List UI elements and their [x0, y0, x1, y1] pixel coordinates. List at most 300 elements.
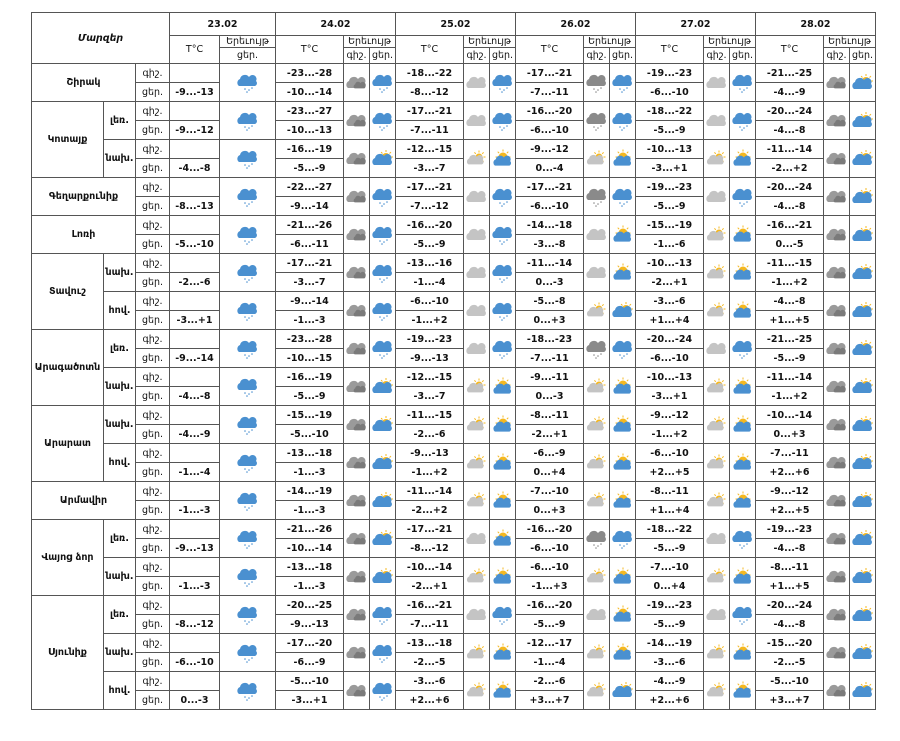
temperature-value	[170, 558, 220, 577]
night-weather-icon	[584, 140, 610, 178]
temperature-value: -19...-23	[636, 64, 704, 83]
temperature-value: -9...-12	[636, 406, 704, 425]
day-weather-icon	[730, 178, 756, 216]
day-label: ցեր.	[610, 48, 636, 64]
weather-icon	[220, 216, 276, 254]
day-weather-icon	[850, 406, 876, 444]
temperature-value: -19...-23	[636, 596, 704, 615]
temperature-value: -14...-19	[276, 482, 344, 501]
night-weather-icon	[344, 254, 370, 292]
region-name: Շիրակ	[32, 64, 136, 102]
temperature-value: -11...-14	[756, 368, 824, 387]
time-of-day: ցեր.	[136, 197, 170, 216]
night-weather-icon	[704, 444, 730, 482]
temperature-value: -10...-14	[756, 406, 824, 425]
temperature-value: +2...+5	[636, 463, 704, 482]
night-weather-icon	[464, 216, 490, 254]
temperature-value: -17...-20	[276, 634, 344, 653]
temperature-value: +1...+5	[756, 311, 824, 330]
day-weather-icon	[850, 444, 876, 482]
night-weather-icon	[464, 406, 490, 444]
temperature-value: -5...-10	[170, 235, 220, 254]
temperature-value: -1...-4	[170, 463, 220, 482]
table-row	[32, 216, 876, 235]
night-weather-icon	[584, 216, 610, 254]
table-row	[32, 444, 876, 463]
night-label: գիշ.	[704, 48, 730, 64]
day-label: ցեր.	[220, 48, 276, 64]
temperature-value: -12...-15	[396, 368, 464, 387]
temperature-value: -9...-13	[396, 444, 464, 463]
temperature-value: -13...-16	[396, 254, 464, 273]
night-weather-icon	[464, 558, 490, 596]
zone-name: նախ.	[104, 558, 136, 596]
temperature-value: -16...-20	[516, 102, 584, 121]
temperature-value: -7...-10	[636, 558, 704, 577]
night-weather-icon	[824, 330, 850, 368]
day-weather-icon	[730, 406, 756, 444]
region-name: Արարատ	[32, 406, 104, 482]
day-weather-icon	[490, 102, 516, 140]
night-weather-icon	[824, 368, 850, 406]
temperature-value: -9...-11	[516, 368, 584, 387]
temperature-value: -16...-19	[276, 140, 344, 159]
zone-name: նախ.	[104, 406, 136, 444]
day-weather-icon	[730, 368, 756, 406]
night-weather-icon	[344, 178, 370, 216]
temperature-value: +1...+4	[636, 501, 704, 520]
day-weather-icon	[490, 482, 516, 520]
night-weather-icon	[824, 216, 850, 254]
temperature-value: -3...+1	[170, 311, 220, 330]
day-weather-icon	[730, 330, 756, 368]
temperature-value: -11...-14	[516, 254, 584, 273]
night-weather-icon	[584, 482, 610, 520]
day-weather-icon	[850, 482, 876, 520]
weather-label: Երեւույթ	[464, 36, 516, 48]
night-weather-icon	[704, 368, 730, 406]
temperature-value: -18...-23	[516, 330, 584, 349]
temperature-value: -1...-6	[636, 235, 704, 254]
temperature-value: -16...-20	[516, 596, 584, 615]
temperature-value: -12...-15	[396, 140, 464, 159]
weather-icon	[220, 140, 276, 178]
zone-name: նախ.	[104, 368, 136, 406]
temperature-value: -7...-11	[396, 615, 464, 634]
night-weather-icon	[824, 672, 850, 710]
temperature-value	[170, 140, 220, 159]
temperature-value: -21...-26	[276, 520, 344, 539]
time-of-day: ցեր.	[136, 349, 170, 368]
time-of-day: ցեր.	[136, 691, 170, 710]
temperature-value: 0...-3	[170, 691, 220, 710]
day-label: ցեր.	[850, 48, 876, 64]
temperature-value: -6...-10	[516, 539, 584, 558]
day-weather-icon	[850, 102, 876, 140]
night-weather-icon	[464, 444, 490, 482]
day-weather-icon	[490, 444, 516, 482]
temperature-value: -9...-12	[170, 121, 220, 140]
temperature-value: -4...-8	[756, 121, 824, 140]
night-label: գիշ.	[464, 48, 490, 64]
day-weather-icon	[610, 596, 636, 634]
temperature-value: -4...-8	[756, 539, 824, 558]
temperature-value: -14...-18	[516, 216, 584, 235]
night-weather-icon	[464, 596, 490, 634]
night-weather-icon	[824, 102, 850, 140]
temperature-value: -9...-12	[756, 482, 824, 501]
day-weather-icon	[370, 558, 396, 596]
temperature-value: -15...-19	[636, 216, 704, 235]
temperature-value: -5...-9	[396, 235, 464, 254]
time-of-day: գիշ.	[136, 596, 170, 615]
temperature-value: -13...-18	[276, 444, 344, 463]
temperature-value: -9...-13	[276, 615, 344, 634]
temperature-value: -5...-10	[756, 672, 824, 691]
temperature-value: -2...+1	[516, 425, 584, 444]
temperature-value: -5...-8	[516, 292, 584, 311]
time-of-day: ցեր.	[136, 539, 170, 558]
night-weather-icon	[344, 596, 370, 634]
temperature-value: -3...+1	[276, 691, 344, 710]
day-weather-icon	[850, 596, 876, 634]
temperature-value: -6...-10	[516, 121, 584, 140]
night-label: գիշ.	[584, 48, 610, 64]
table-row	[32, 634, 876, 653]
zone-name: հով.	[104, 292, 136, 330]
night-weather-icon	[704, 520, 730, 558]
day-weather-icon	[370, 672, 396, 710]
day-weather-icon	[610, 482, 636, 520]
day-weather-icon	[490, 216, 516, 254]
temperature-value: -3...-6	[396, 672, 464, 691]
temperature-value: -13...-18	[276, 558, 344, 577]
temperature-value: -8...-11	[516, 406, 584, 425]
day-weather-icon	[850, 634, 876, 672]
day-weather-icon	[370, 178, 396, 216]
night-weather-icon	[464, 178, 490, 216]
night-weather-icon	[344, 558, 370, 596]
temperature-value: -6...-10	[170, 653, 220, 672]
night-weather-icon	[464, 482, 490, 520]
night-weather-icon	[584, 292, 610, 330]
temperature-value: -10...-13	[636, 140, 704, 159]
temperature-value: -5...-9	[756, 349, 824, 368]
day-weather-icon	[730, 292, 756, 330]
weather-icon	[220, 406, 276, 444]
night-weather-icon	[704, 64, 730, 102]
temperature-value: -23...-28	[276, 330, 344, 349]
night-weather-icon	[584, 672, 610, 710]
temperature-value: -9...-14	[170, 349, 220, 368]
temperature-value: 0...-3	[516, 387, 584, 406]
weather-icon	[220, 482, 276, 520]
temperature-label: T°C	[396, 36, 464, 64]
day-weather-icon	[490, 672, 516, 710]
day-weather-icon	[610, 406, 636, 444]
temperature-value: -16...-20	[396, 216, 464, 235]
day-weather-icon	[610, 672, 636, 710]
temperature-value: -20...-24	[756, 596, 824, 615]
day-weather-icon	[490, 406, 516, 444]
weather-icon	[220, 520, 276, 558]
time-of-day: ցեր.	[136, 235, 170, 254]
temperature-value	[170, 368, 220, 387]
day-weather-icon	[730, 64, 756, 102]
day-weather-icon	[850, 292, 876, 330]
day-weather-icon	[490, 634, 516, 672]
night-weather-icon	[584, 368, 610, 406]
night-weather-icon	[344, 292, 370, 330]
time-of-day: ցեր.	[136, 83, 170, 102]
temperature-value: -20...-24	[756, 178, 824, 197]
night-weather-icon	[464, 634, 490, 672]
temperature-value: -1...+2	[636, 425, 704, 444]
night-weather-icon	[824, 444, 850, 482]
night-weather-icon	[464, 254, 490, 292]
night-weather-icon	[824, 292, 850, 330]
temperature-value: -1...+2	[396, 311, 464, 330]
zone-name: լեռ.	[104, 102, 136, 140]
temperature-value: -5...-9	[516, 615, 584, 634]
temperature-value: -2...-6	[516, 672, 584, 691]
temperature-value: -9...-13	[170, 539, 220, 558]
temperature-value: -8...-13	[170, 197, 220, 216]
zone-name: հով.	[104, 672, 136, 710]
temperature-value: +1...+4	[636, 311, 704, 330]
day-weather-icon	[490, 292, 516, 330]
temperature-value: -15...-19	[276, 406, 344, 425]
temperature-value	[170, 330, 220, 349]
day-weather-icon	[850, 64, 876, 102]
temperature-value: -9...-12	[516, 140, 584, 159]
temperature-value: -18...-22	[396, 64, 464, 83]
temperature-value: 0...-5	[756, 235, 824, 254]
day-weather-icon	[370, 64, 396, 102]
temperature-label: T°C	[636, 36, 704, 64]
temperature-value: -6...-11	[276, 235, 344, 254]
night-weather-icon	[704, 102, 730, 140]
temperature-value	[170, 406, 220, 425]
weather-label: Երեւույթ	[344, 36, 396, 48]
night-weather-icon	[584, 406, 610, 444]
zone-name: նախ.	[104, 254, 136, 292]
temperature-value: +3...+7	[756, 691, 824, 710]
night-label: գիշ.	[824, 48, 850, 64]
time-of-day: գիշ.	[136, 254, 170, 273]
temperature-value: -1...+3	[516, 577, 584, 596]
night-weather-icon	[584, 102, 610, 140]
night-weather-icon	[704, 634, 730, 672]
night-weather-icon	[344, 634, 370, 672]
table-title: Մարզեր	[32, 13, 170, 64]
temperature-value	[170, 254, 220, 273]
time-of-day: գիշ.	[136, 406, 170, 425]
temperature-value: -3...-7	[396, 387, 464, 406]
day-weather-icon	[370, 292, 396, 330]
night-weather-icon	[464, 102, 490, 140]
time-of-day: գիշ.	[136, 292, 170, 311]
temperature-value	[170, 292, 220, 311]
day-weather-icon	[370, 254, 396, 292]
time-of-day: ցեր.	[136, 615, 170, 634]
zone-name: նախ.	[104, 140, 136, 178]
temperature-value: 0...+4	[516, 463, 584, 482]
table-row	[32, 482, 876, 501]
night-label: գիշ.	[344, 48, 370, 64]
temperature-value: -1...-4	[516, 653, 584, 672]
temperature-value: -9...-14	[276, 292, 344, 311]
date-header: 25.02	[396, 13, 516, 36]
night-weather-icon	[584, 64, 610, 102]
table-row	[32, 64, 876, 83]
temperature-value: -1...-3	[170, 577, 220, 596]
day-weather-icon	[610, 216, 636, 254]
time-of-day: գիշ.	[136, 482, 170, 501]
weather-label: Երեւույթ	[584, 36, 636, 48]
temperature-value: -10...-14	[276, 83, 344, 102]
temperature-value	[170, 672, 220, 691]
weather-icon	[220, 178, 276, 216]
temperature-value	[170, 64, 220, 83]
temperature-value: -19...-23	[756, 520, 824, 539]
time-of-day: գիշ.	[136, 216, 170, 235]
temperature-value: -17...-21	[516, 178, 584, 197]
temperature-value: -16...-19	[276, 368, 344, 387]
night-weather-icon	[824, 64, 850, 102]
temperature-value: -1...+2	[756, 273, 824, 292]
table-row	[32, 558, 876, 577]
temperature-value: -7...-11	[396, 121, 464, 140]
temperature-value: -8...-12	[396, 539, 464, 558]
weather-icon	[220, 596, 276, 634]
temperature-value: -1...-3	[276, 501, 344, 520]
temperature-value: -5...-10	[276, 672, 344, 691]
day-weather-icon	[730, 102, 756, 140]
weather-icon	[220, 558, 276, 596]
temperature-value: -4...-8	[170, 387, 220, 406]
night-weather-icon	[704, 178, 730, 216]
temperature-value: -15...-20	[756, 634, 824, 653]
night-weather-icon	[824, 254, 850, 292]
temperature-label: T°C	[756, 36, 824, 64]
region-name: Վայոց ձոր	[32, 520, 104, 596]
night-weather-icon	[704, 672, 730, 710]
table-row	[32, 520, 876, 539]
night-weather-icon	[584, 444, 610, 482]
temperature-value: -6...-9	[516, 444, 584, 463]
temperature-value: -7...-11	[516, 349, 584, 368]
temperature-value	[170, 444, 220, 463]
region-name: Տավուշ	[32, 254, 104, 330]
temperature-value: -9...-13	[170, 83, 220, 102]
temperature-value: -23...-27	[276, 102, 344, 121]
temperature-value: -11...-15	[756, 254, 824, 273]
time-of-day: ցեր.	[136, 463, 170, 482]
temperature-value: -10...-14	[276, 539, 344, 558]
night-weather-icon	[704, 596, 730, 634]
temperature-value: 0...+3	[756, 425, 824, 444]
time-of-day: գիշ.	[136, 634, 170, 653]
night-weather-icon	[824, 482, 850, 520]
regional-forecast-table	[31, 12, 876, 710]
day-weather-icon	[610, 254, 636, 292]
night-weather-icon	[464, 368, 490, 406]
temperature-value: -20...-25	[276, 596, 344, 615]
temperature-value: -21...-25	[756, 330, 824, 349]
temperature-value: +2...+6	[396, 691, 464, 710]
temperature-value: -17...-21	[396, 520, 464, 539]
night-weather-icon	[584, 558, 610, 596]
time-of-day: գիշ.	[136, 444, 170, 463]
day-weather-icon	[610, 444, 636, 482]
temperature-value: -3...-6	[636, 292, 704, 311]
temperature-value: -23...-28	[276, 64, 344, 83]
temperature-value: -21...-25	[756, 64, 824, 83]
temperature-value: -10...-13	[636, 368, 704, 387]
temperature-value: -4...-9	[756, 83, 824, 102]
night-weather-icon	[584, 254, 610, 292]
temperature-value: -17...-21	[516, 64, 584, 83]
time-of-day: գիշ.	[136, 140, 170, 159]
temperature-value: 0...-3	[516, 273, 584, 292]
region-name: Գեղարքունիք	[32, 178, 136, 216]
temperature-value: -5...-9	[636, 121, 704, 140]
night-weather-icon	[584, 634, 610, 672]
temperature-value: 0...-4	[516, 159, 584, 178]
temperature-label: T°C	[516, 36, 584, 64]
temperature-value: +2...+6	[636, 691, 704, 710]
temperature-value: -1...+2	[756, 387, 824, 406]
temperature-value: -22...-27	[276, 178, 344, 197]
temperature-value: -1...-3	[276, 577, 344, 596]
day-weather-icon	[730, 444, 756, 482]
time-of-day: գիշ.	[136, 558, 170, 577]
night-weather-icon	[584, 178, 610, 216]
temperature-value: -3...-6	[636, 653, 704, 672]
zone-name: նախ.	[104, 634, 136, 672]
region-name: Արմավիր	[32, 482, 136, 520]
time-of-day: ցեր.	[136, 501, 170, 520]
night-weather-icon	[824, 520, 850, 558]
day-weather-icon	[610, 292, 636, 330]
day-weather-icon	[850, 254, 876, 292]
weather-icon	[220, 672, 276, 710]
day-weather-icon	[850, 140, 876, 178]
day-weather-icon	[370, 596, 396, 634]
day-weather-icon	[370, 520, 396, 558]
weather-icon	[220, 102, 276, 140]
day-weather-icon	[730, 558, 756, 596]
temperature-value: -19...-23	[636, 178, 704, 197]
temperature-value: -20...-24	[756, 102, 824, 121]
table-row	[32, 102, 876, 121]
time-of-day: ցեր.	[136, 653, 170, 672]
night-weather-icon	[464, 672, 490, 710]
temperature-value: -7...-11	[516, 83, 584, 102]
day-weather-icon	[730, 216, 756, 254]
day-weather-icon	[370, 444, 396, 482]
temperature-value: -6...-10	[516, 197, 584, 216]
night-weather-icon	[464, 140, 490, 178]
temperature-value: -7...-10	[516, 482, 584, 501]
temperature-value: +2...+5	[756, 501, 824, 520]
temperature-value: -6...-10	[636, 83, 704, 102]
temperature-value: -6...-10	[636, 349, 704, 368]
weather-icon	[220, 368, 276, 406]
temperature-value: -6...-9	[276, 653, 344, 672]
temperature-value: -6...-10	[516, 558, 584, 577]
